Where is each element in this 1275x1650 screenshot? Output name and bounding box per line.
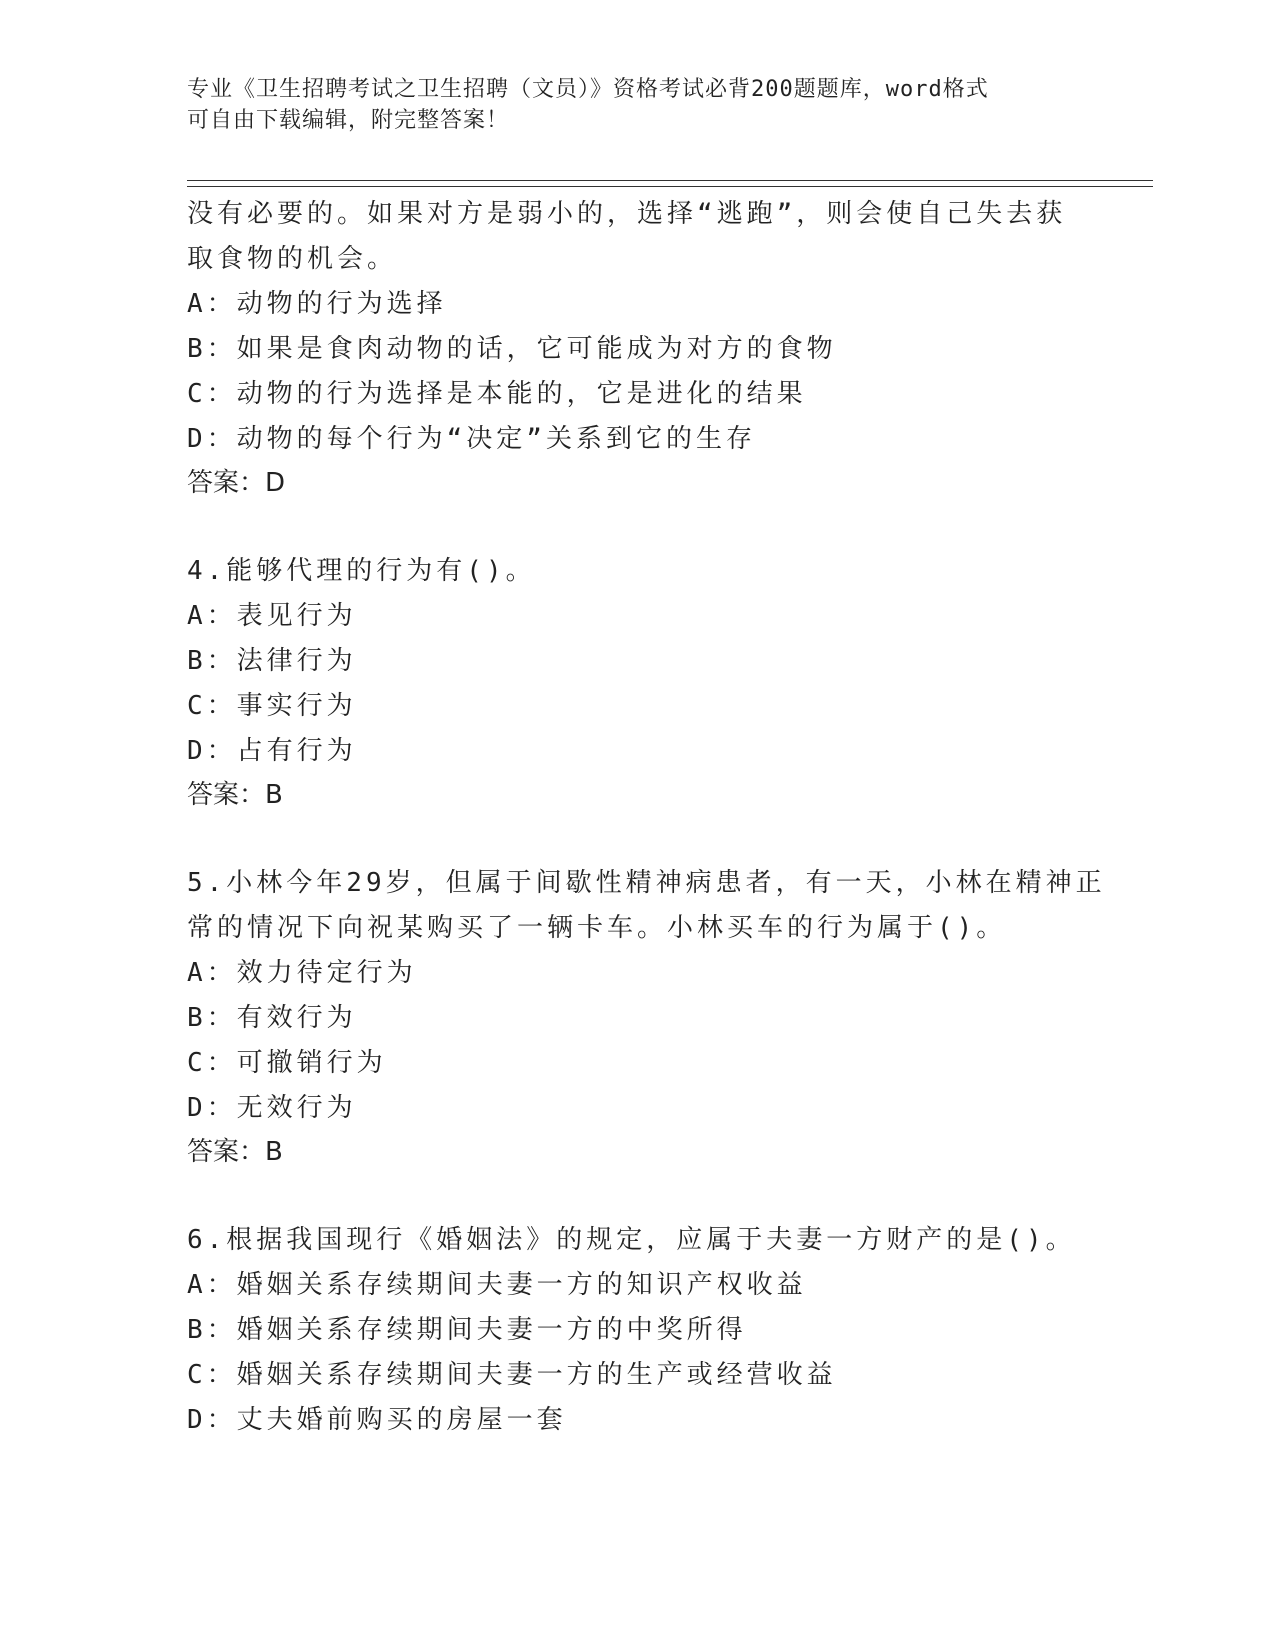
document-header bbox=[187, 74, 1087, 136]
q5-option-a: A：效力待定行为 bbox=[187, 958, 417, 988]
q6-option-d: D：丈夫婚前购买的房屋一套 bbox=[187, 1405, 567, 1435]
q4-stem: 4.能够代理的行为有()。 bbox=[187, 556, 536, 586]
q6-option-c: C：婚姻关系存续期间夫妻一方的生产或经营收益 bbox=[187, 1360, 837, 1390]
header-rule-top bbox=[187, 180, 1153, 181]
q5-option-d: D：无效行为 bbox=[187, 1093, 357, 1123]
q6-stem: 6.根据我国现行《婚姻法》的规定，应属于夫妻一方财产的是()。 bbox=[187, 1225, 1076, 1255]
q5-stem-2: 常的情况下向祝某购买了一辆卡车。小林买车的行为属于()。 bbox=[187, 913, 1007, 943]
q4-option-d: D：占有行为 bbox=[187, 736, 357, 766]
q4-option-b: B：法律行为 bbox=[187, 646, 357, 676]
q3-option-b: B：如果是食肉动物的话，它可能成为对方的食物 bbox=[187, 334, 837, 364]
q5-option-c: C：可撤销行为 bbox=[187, 1048, 387, 1078]
q4-answer: 答案：B bbox=[187, 780, 283, 810]
q5-answer: 答案：B bbox=[187, 1137, 283, 1167]
q6-option-a: A：婚姻关系存续期间夫妻一方的知识产权收益 bbox=[187, 1270, 807, 1300]
q5-option-b: B：有效行为 bbox=[187, 1003, 357, 1033]
q4-option-a: A：表见行为 bbox=[187, 601, 357, 631]
q3-answer: 答案：D bbox=[187, 468, 286, 498]
q3-option-d: D：动物的每个行为“决定”关系到它的生存 bbox=[187, 424, 756, 454]
q3-option-c: C：动物的行为选择是本能的，它是进化的结果 bbox=[187, 379, 807, 409]
q4-option-c: C：事实行为 bbox=[187, 691, 357, 721]
header-line-1: 专业《卫生招聘考试之卫生招聘（文员）》资格考试必背200题题库，word格式 bbox=[187, 77, 989, 102]
q6-option-b: B：婚姻关系存续期间夫妻一方的中奖所得 bbox=[187, 1315, 747, 1345]
q3-stem-continued-2: 取食物的机会。 bbox=[187, 244, 398, 274]
header-rule-bottom bbox=[187, 186, 1153, 187]
q3-stem-continued-1: 没有必要的。如果对方是弱小的，选择“逃跑”，则会使自己失去获 bbox=[187, 199, 1067, 229]
header-line-2: 可自由下载编辑，附完整答案！ bbox=[187, 108, 510, 133]
q3-option-a: A：动物的行为选择 bbox=[187, 289, 447, 319]
q5-stem-1: 5.小林今年29岁，但属于间歇性精神病患者，有一天，小林在精神正 bbox=[187, 868, 1106, 898]
